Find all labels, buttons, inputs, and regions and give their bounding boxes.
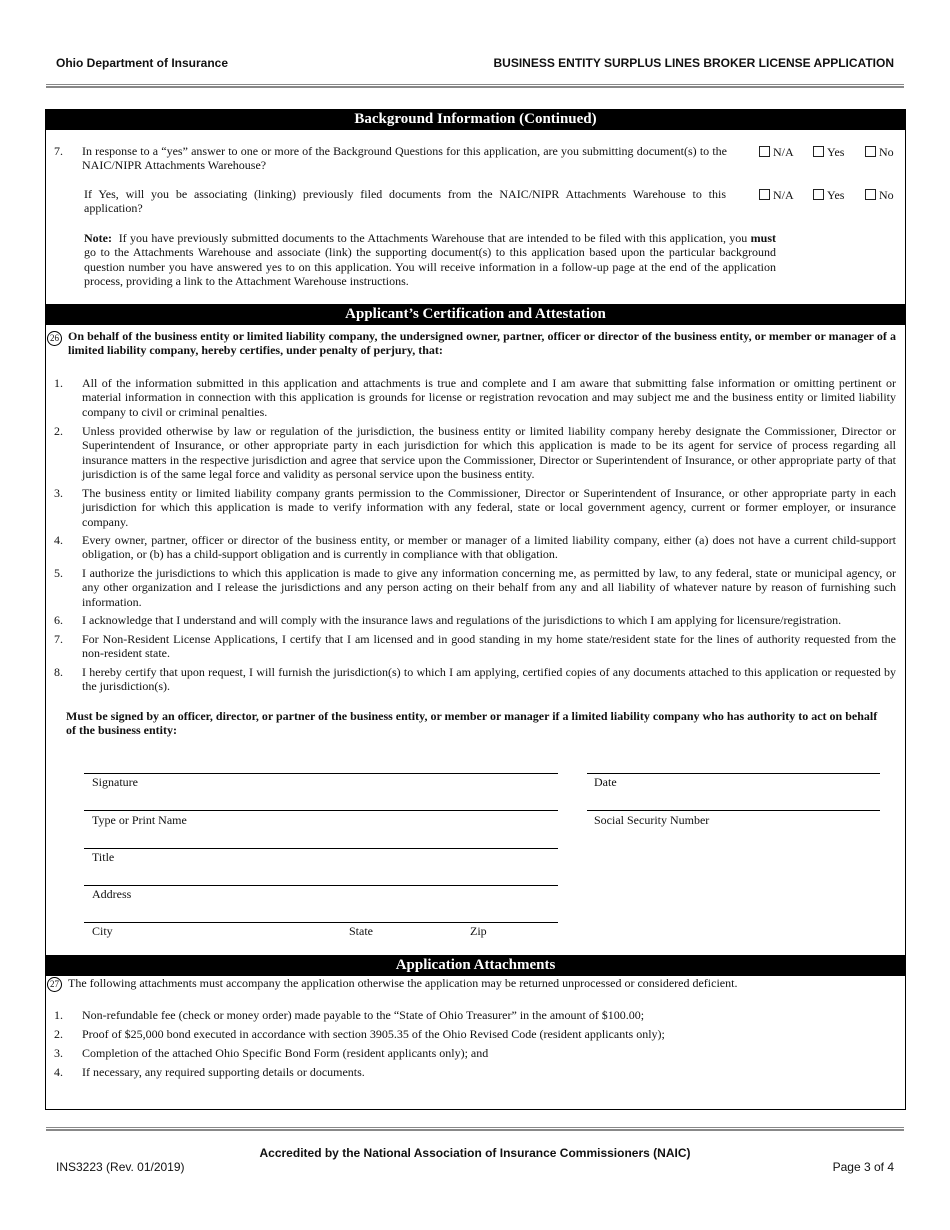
- question-7b-text: If Yes, will you be associating (linking) previously filed documents from the NAIC/NIPR Attachments Warehouse to this application?: [84, 187, 726, 216]
- checkbox-box[interactable]: [759, 189, 770, 200]
- option-label: N/A: [773, 145, 794, 159]
- option-label: No: [879, 145, 894, 159]
- attachment-text: Completion of the attached Ohio Specific Bond Form (resident applicants only); and: [82, 1046, 489, 1060]
- attachments-section-header: Application Attachments: [45, 955, 906, 976]
- background-section-header: Background Information (Continued): [45, 109, 906, 130]
- attachment-text: Non-refundable fee (check or money order) made payable to the “State of Ohio Treasurer” in the amount of $100.00;: [82, 1008, 645, 1022]
- cert-item-number: 2.: [54, 424, 63, 438]
- checkbox-box[interactable]: [759, 146, 770, 157]
- note-pre: If you have previously submitted documents to the Attachments Warehouse that are intended to be filed with this application, you: [118, 231, 748, 245]
- q7-na-checkbox[interactable]: [759, 145, 794, 159]
- address-label: Address: [92, 887, 132, 901]
- ssn-line[interactable]: [587, 810, 880, 811]
- cert-item-text: For Non-Resident License Applications, I certify that I am licensed and in good standing in my home state/resident state for the lines of authority requested from the non-resident state.: [82, 632, 896, 661]
- attachment-number: 1.: [54, 1008, 63, 1022]
- question-7-text: In response to a “yes” answer to one or more of the Background Questions for this application, are you submitting document(s) to the NAIC/NIPR Attachments Warehouse?: [82, 144, 727, 173]
- q7-no-checkbox[interactable]: [865, 145, 894, 159]
- agency-name: Ohio Department of Insurance: [56, 56, 229, 70]
- cert-item-number: 3.: [54, 486, 63, 500]
- city-label: City: [92, 924, 113, 938]
- certification-section-header: Applicant’s Certification and Attestation: [45, 304, 906, 325]
- q7b-no-checkbox[interactable]: [865, 188, 894, 202]
- attachment-number: 2.: [54, 1027, 63, 1041]
- q7b-yes-checkbox[interactable]: [813, 188, 844, 202]
- signature-label: Signature: [92, 775, 138, 789]
- note-label: Note:: [84, 231, 112, 245]
- note-must: must: [750, 231, 777, 245]
- cert-item-number: 8.: [54, 665, 63, 679]
- attachment-text: Proof of $25,000 bond executed in accordance with section 3905.35 of the Ohio Revised Code (resident applicants only);: [82, 1027, 665, 1041]
- checkbox-box[interactable]: [813, 146, 824, 157]
- checkbox-box[interactable]: [813, 189, 824, 200]
- signature-line[interactable]: [84, 773, 558, 774]
- name-label: Type or Print Name: [92, 813, 187, 827]
- checkbox-box[interactable]: [865, 146, 876, 157]
- cert-item-number: 5.: [54, 566, 63, 580]
- attachment-number: 4.: [54, 1065, 63, 1079]
- option-label: N/A: [773, 188, 794, 202]
- ssn-label: Social Security Number: [594, 813, 710, 827]
- cert-item-text: I acknowledge that I understand and will comply with the insurance laws and regulations of the jurisdictions to which I am applying for licensure/registration.: [82, 613, 842, 627]
- form-number: INS3223 (Rev. 01/2019): [56, 1160, 185, 1174]
- title-line[interactable]: [84, 848, 558, 849]
- cert-item-number: 4.: [54, 533, 63, 547]
- option-label: Yes: [827, 188, 845, 202]
- cert-item-text: Every owner, partner, officer or director of the business entity, or member or manager of a limited liability company, either (a) does not have a current child-support obligation, or (b) has a child-support obligation and is currently in compliance with that obligation.: [82, 533, 896, 562]
- signature-requirement: Must be signed by an officer, director, or partner of the business entity, or member or manager if a limited liability company who has authority to act on behalf of the business entity:: [66, 709, 878, 738]
- option-label: Yes: [827, 145, 845, 159]
- q7-yes-checkbox[interactable]: [813, 145, 844, 159]
- cert-item-text: All of the information submitted in this application and attachments is true and complete and I am aware that submitting false information or omitting pertinent or material information in connection with this application is grounds for license or registration revocation and may subject me and the business entity or limited liability company to civil or criminal penalties.: [82, 376, 896, 419]
- address-line[interactable]: [84, 885, 558, 886]
- cert-item-text: Unless provided otherwise by law or regulation of the jurisdiction, the business entity or limited liability company hereby designate the Commissioner, Director or Superintendent of Insurance, or other appropriate party in each jurisdiction for which this application is made to be its agent for service of process regarding all insurance matters in the respective jurisdiction and agree that service upon the Commissioner, Director or Superintendent of Insurance, or other appropriate party of that jurisdiction is of the same legal force and validity as personal service upon the business entity.: [82, 424, 896, 482]
- name-line[interactable]: [84, 810, 558, 811]
- cert-item-number: 6.: [54, 613, 63, 627]
- page-number: Page 3 of 4: [832, 1160, 894, 1174]
- zip-label: Zip: [470, 924, 487, 938]
- attachments-intro: The following attachments must accompany the application otherwise the application may be returned unprocessed or considered deficient.: [68, 976, 738, 990]
- certification-intro: On behalf of the business entity or limited liability company, the undersigned owner, partner, officer or director of the business entity, or member or manager of a limited liability company, hereby certifies, under penalty of perjury, that:: [68, 329, 896, 358]
- option-label: No: [879, 188, 894, 202]
- item-marker-27: 27: [47, 977, 62, 992]
- date-line[interactable]: [587, 773, 880, 774]
- cert-item-text: The business entity or limited liability company grants permission to the Commissioner, Director or Superintendent of Insurance, or other appropriate party in each jurisdiction for which this application is made to verify information with any federal, state or local government agency, current or former employer, or insurance company.: [82, 486, 896, 529]
- footer-divider: [46, 1127, 904, 1131]
- accreditation-note: Accredited by the National Association of Insurance Commissioners (NAIC): [259, 1146, 691, 1160]
- cert-item-number: 7.: [54, 632, 63, 646]
- q7b-na-checkbox[interactable]: [759, 188, 794, 202]
- checkbox-box[interactable]: [865, 189, 876, 200]
- cert-item-number: 1.: [54, 376, 63, 390]
- cert-item-text: I authorize the jurisdictions to which this application is made to give any information concerning me, as permitted by law, to any federal, state or municipal agency, or any other organization and I release the jurisdictions and any person acting on their behalf from any and all liability of whatever nature by reason of furnishing such information.: [82, 566, 896, 609]
- question-number: 7.: [54, 144, 63, 158]
- attachment-text: If necessary, any required supporting details or documents.: [82, 1065, 365, 1079]
- cert-item-text: I hereby certify that upon request, I will furnish the jurisdiction(s) to which I am applying, certified copies of any documents attached to this application or requested by the jurisdiction(s).: [82, 665, 896, 694]
- attachment-number: 3.: [54, 1046, 63, 1060]
- city-state-zip-line[interactable]: [84, 922, 558, 923]
- item-marker-26: 26: [47, 331, 62, 346]
- note-paragraph: [84, 231, 776, 289]
- header-divider: [46, 84, 904, 88]
- form-title: BUSINESS ENTITY SURPLUS LINES BROKER LICENSE APPLICATION: [493, 56, 894, 70]
- state-label: State: [349, 924, 373, 938]
- note-post: go to the Attachments Warehouse and associate (link) the supporting document(s) to this application based upon the particular background question number you have answered yes to on this application. You will receive information in a follow-up page at the end of the application process, providing a link to the Attachment Warehouse instructions.: [84, 245, 776, 289]
- title-label: Title: [92, 850, 115, 864]
- date-label: Date: [594, 775, 617, 789]
